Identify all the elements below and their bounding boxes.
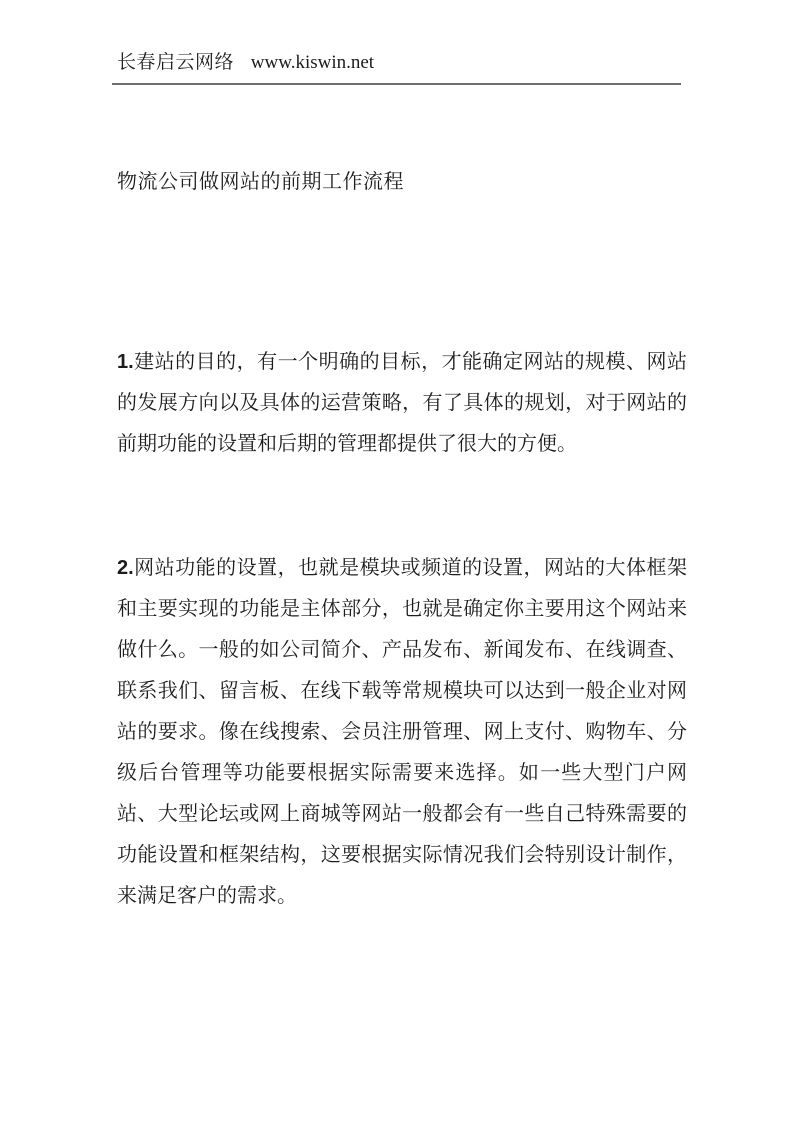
paragraph-2-text: 网站功能的设置，也就是模块或频道的设置，网站的大体框架和主要实现的功能是主体部分，也就是确定你主要用这个网站来做什么。一般的如公司简介、产品发布、新闻发布、在线调查、联系我们、留言板、在线下载等常规模块可以达到一般企业对网站的要求。像在线搜索、会员注册管理、网上支付、购物车、分级后台管理等功能要根据实际需要来选择。如一些大型门户网站、大型论坛或网上商城等网站一般都会有一些自己特殊需要的功能设置和框架结构，这要根据实际情况我们会特别设计制作，来满足客户的需求。 [117,557,687,907]
header-divider [112,83,681,85]
website-url: www.kiswin.net [250,52,375,73]
paragraph-2 [117,548,687,917]
document-title: 物流公司做网站的前期工作流程 [117,171,404,193]
paragraph-2-number: 2. [117,557,134,579]
page-header [117,51,374,75]
paragraph-1 [117,342,687,465]
company-name: 长春启云网络 [117,52,235,73]
paragraph-1-text: 建站的目的，有一个明确的目标，才能确定网站的规模、网站的发展方向以及具体的运营策略，有了具体的规划，对于网站的前期功能的设置和后期的管理都提供了很大的方便。 [117,351,687,455]
paragraph-1-number: 1. [117,351,134,373]
